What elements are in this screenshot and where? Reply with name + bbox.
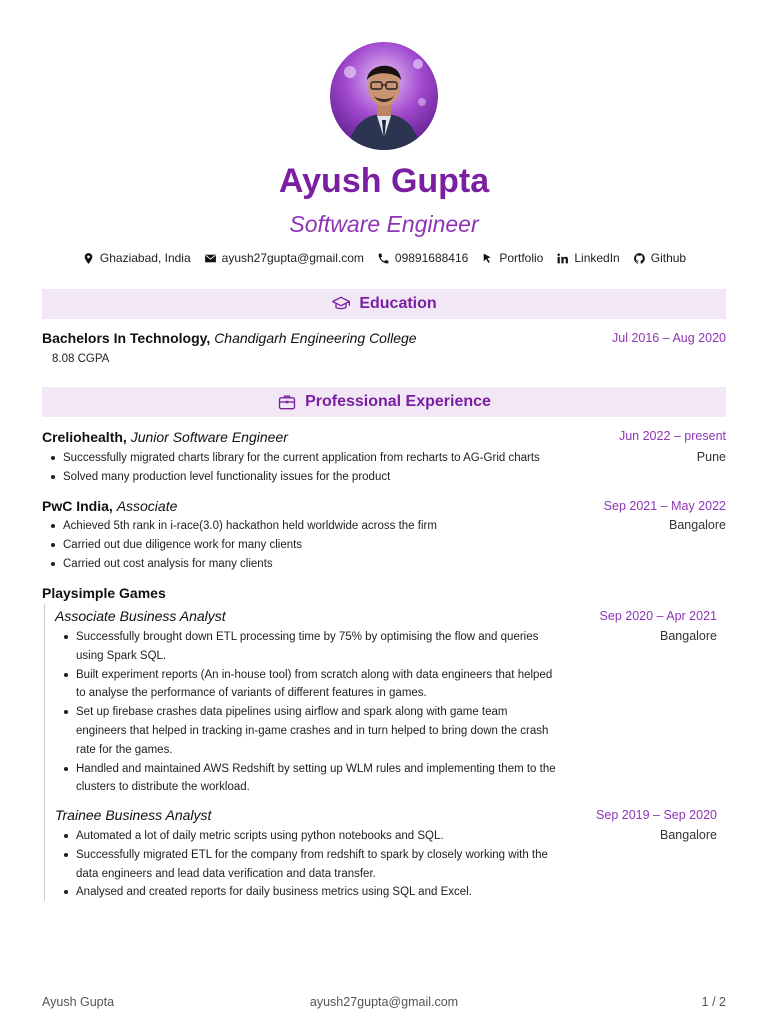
section-header-education bbox=[42, 289, 726, 319]
list-item: Successfully brought down ETL processing time by 75% by optimising the flow and queries using Spark SQL. bbox=[56, 628, 556, 666]
job-bullets bbox=[56, 628, 556, 797]
school: Chandigarh Engineering College bbox=[214, 330, 417, 346]
list-item: Achieved 5th rank in i-race(3.0) hackathon held worldwide across the firm bbox=[43, 517, 583, 536]
job-location: Bangalore bbox=[669, 518, 726, 532]
list-item: Analysed and created reports for daily business metrics using SQL and Excel. bbox=[56, 883, 556, 902]
job-date: Sep 2020 – Apr 2021 bbox=[599, 609, 717, 623]
footer-email: ayush27gupta@gmail.com bbox=[309, 995, 459, 1009]
contact-github[interactable] bbox=[633, 251, 686, 265]
section-header-experience bbox=[42, 387, 726, 417]
list-item: Solved many production level functionality issues for the product bbox=[43, 468, 583, 487]
section-title-education: Education bbox=[359, 295, 437, 312]
role-group-divider bbox=[44, 604, 45, 901]
candidate-name: Ayush Gupta bbox=[278, 162, 490, 200]
education-date: Jul 2016 – Aug 2020 bbox=[612, 331, 726, 345]
list-item: Built experiment reports (An in-house tool) from scratch along with data engineers that helped to analyse the performance of variants of different features in games. bbox=[56, 666, 556, 704]
footer-name: Ayush Gupta bbox=[42, 995, 115, 1009]
list-item: Carried out cost analysis for many clients bbox=[43, 555, 583, 574]
github-icon bbox=[633, 252, 646, 265]
education-entry bbox=[42, 330, 417, 346]
job-entry-playsimple bbox=[42, 585, 166, 601]
contact-github-link[interactable]: Github bbox=[650, 251, 687, 265]
company-name: Creliohealth, bbox=[42, 429, 127, 445]
list-item: Set up firebase crashes data pipelines using airflow and spark along with game team engineers that helped in tracking in-game crashes and in turn helped to bring down the crash rate for the games. bbox=[56, 703, 556, 759]
job-title: Associate bbox=[116, 498, 178, 514]
job-entry-pwc bbox=[42, 498, 177, 514]
graduation-cap-icon bbox=[331, 294, 351, 314]
job-entry-creliohealth bbox=[42, 429, 288, 445]
contact-bar bbox=[0, 251, 768, 265]
list-item: Successfully migrated ETL for the company from redshift to spark by closely working with the data engineers and lead data verification and data transfer. bbox=[56, 846, 556, 884]
company-name: Playsimple Games bbox=[42, 585, 166, 601]
sub-role-associate-business-analyst bbox=[55, 608, 226, 624]
job-title: Associate Business Analyst bbox=[55, 608, 226, 624]
company-name: PwC India, bbox=[42, 498, 113, 514]
profile-photo bbox=[330, 42, 438, 150]
contact-location bbox=[82, 251, 191, 265]
job-location: Pune bbox=[696, 450, 726, 464]
phone-icon bbox=[377, 252, 390, 265]
contact-phone-text[interactable]: 09891688416 bbox=[394, 251, 469, 265]
location-pin-icon bbox=[82, 252, 95, 265]
job-date: Sep 2019 – Sep 2020 bbox=[596, 808, 717, 822]
contact-email[interactable] bbox=[204, 251, 364, 265]
contact-phone[interactable] bbox=[377, 251, 468, 265]
list-item: Handled and maintained AWS Redshift by setting up WLM rules and implementing them to the clusters to distribute the workload. bbox=[56, 760, 556, 798]
job-bullets bbox=[56, 827, 556, 902]
envelope-icon bbox=[204, 252, 217, 265]
list-item: Carried out due diligence work for many clients bbox=[43, 536, 583, 555]
contact-location-text: Ghaziabad, India bbox=[99, 251, 191, 265]
contact-email-text[interactable]: ayush27gupta@gmail.com bbox=[221, 251, 364, 265]
linkedin-icon bbox=[556, 252, 569, 265]
job-title: Junior Software Engineer bbox=[130, 429, 288, 445]
candidate-role: Software Engineer bbox=[289, 211, 479, 237]
contact-linkedin[interactable] bbox=[556, 251, 619, 265]
job-bullets bbox=[43, 517, 583, 573]
education-grade: 8.08 CGPA bbox=[52, 353, 110, 365]
section-title-experience: Professional Experience bbox=[305, 393, 491, 410]
profile-photo-illustration bbox=[330, 42, 438, 150]
job-date: Jun 2022 – present bbox=[618, 429, 726, 443]
degree: Bachelors In Technology, bbox=[42, 330, 211, 346]
contact-portfolio-link[interactable]: Portfolio bbox=[499, 251, 544, 265]
list-item: Successfully migrated charts library for the current application from recharts to AG-Grid charts bbox=[43, 449, 583, 468]
list-item: Automated a lot of daily metric scripts using python notebooks and SQL. bbox=[56, 827, 556, 846]
job-date: Sep 2021 – May 2022 bbox=[603, 499, 726, 513]
contact-linkedin-link[interactable]: LinkedIn bbox=[574, 251, 620, 265]
cursor-icon bbox=[481, 252, 494, 265]
job-location: Bangalore bbox=[660, 629, 717, 643]
job-location: Bangalore bbox=[660, 828, 717, 842]
contact-portfolio[interactable] bbox=[481, 251, 543, 265]
briefcase-icon bbox=[277, 392, 297, 412]
sub-role-trainee-business-analyst bbox=[55, 807, 211, 823]
job-bullets bbox=[43, 449, 583, 487]
footer-page-number: 1 / 2 bbox=[701, 995, 726, 1009]
job-title: Trainee Business Analyst bbox=[55, 807, 212, 823]
